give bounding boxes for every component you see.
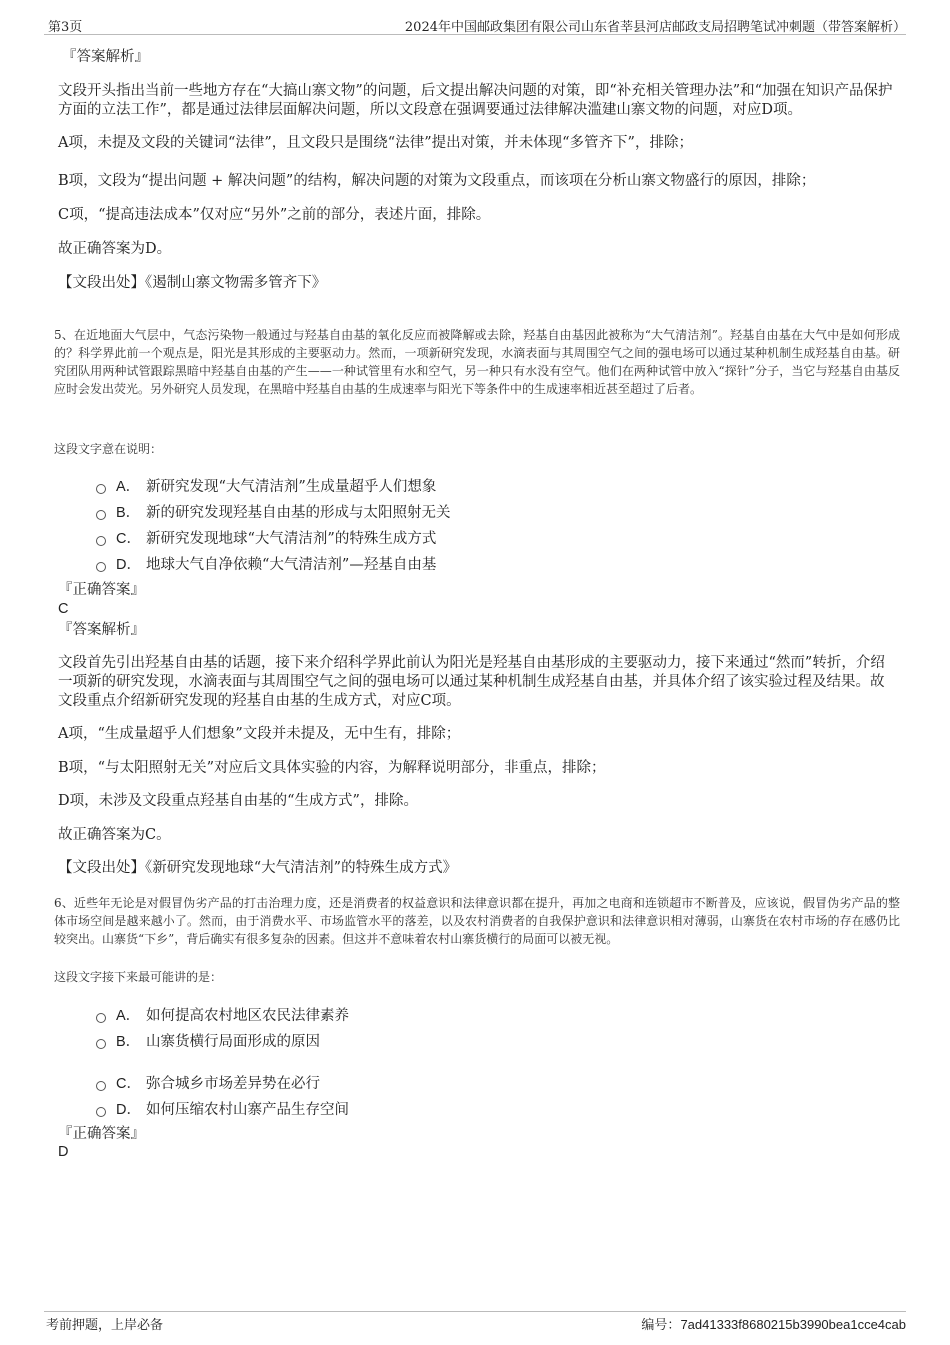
conclusion-q5: 故正确答案为C。 bbox=[58, 827, 171, 843]
option-d-q5[interactable]: D． 地球大气自净依赖“大气清洁剂”—羟基自由基 bbox=[96, 553, 436, 574]
header-divider bbox=[44, 34, 906, 35]
option-a-explanation-q4: A项，未提及文段的关键词“法律”，且文段只是围绕“法律”提出对策，并未体现“多管齐下”，排除； bbox=[58, 135, 693, 151]
analysis-text-q5: 文段首先引出羟基自由基的话题，接下来介绍科学界此前认为阳光是羟基自由基形成的主要驱动力，接下来通过“然而”转折，介绍一项新的研究发现，水滴表面与其周围空气之间的强电场可以通过某种机制生成羟基自由基，并具体介绍了该实验过程及结果。故文段重点介绍新研究发现的羟基自由基的生成方式，对应C项。 bbox=[58, 655, 885, 709]
option-a-explanation-q5: A项，“生成量超乎人们想象”文段并未提及，无中生有，排除； bbox=[58, 726, 461, 742]
analysis-label-q5: 『答案解析』 bbox=[58, 622, 145, 638]
option-c-q5[interactable]: C． 新研究发现地球“大气清洁剂”的特殊生成方式 bbox=[96, 527, 436, 548]
radio-button[interactable] bbox=[96, 562, 106, 572]
option-c-explanation-q4: C项，“提高违法成本”仅对应“另外”之前的部分，表述片面，排除。 bbox=[58, 207, 491, 223]
option-b-q6[interactable]: B． 山寨货横行局面形成的原因 bbox=[96, 1030, 320, 1051]
option-c-q6[interactable]: C． 弥合城乡市场差异势在必行 bbox=[96, 1072, 320, 1093]
source-q4: 【文段出处】《遏制山寨文物需多管齐下》 bbox=[58, 275, 327, 291]
option-b-q5[interactable]: B． 新的研究发现羟基自由基的形成与太阳照射无关 bbox=[96, 501, 451, 522]
correct-answer-q5: C bbox=[58, 601, 69, 617]
option-d-explanation-q5: D项，未涉及文段重点羟基自由基的“生成方式”，排除。 bbox=[58, 793, 418, 809]
question-stem-q6: 6、近些年无论是对假冒伪劣产品的打击治理力度，还是消费者的权益意识和法律意识都在提升，再加之电商和连锁超市不断普及，应该说，假冒伪劣产品的整体市场空间是越来越小了。然而，由于消费水平、市场监管水平的落差，以及农村消费者的自我保护意识和法律意识相对薄弱，山寨货在农村市场的存在感仍比较突出。山寨货“下乡”，背后确实有很多复杂的因素。但这并不意味着农村山寨货横行的局面可以被无视。 bbox=[54, 896, 900, 946]
radio-button[interactable] bbox=[96, 1107, 106, 1117]
radio-button[interactable] bbox=[96, 484, 106, 494]
question-stem-q5: 5、在近地面大气层中，气态污染物一般通过与羟基自由基的氧化反应而被降解或去除，羟基自由基因此被称为“大气清洁剂”。羟基自由基在大气中是如何形成的？科学界此前一个观点是，阳光是其形成的主要驱动力。然而，一项新研究发现，水滴表面与其周围空气之间的强电场可以通过某种机制生成羟基自由基。研究团队用两种试管跟踪黑暗中羟基自由基的产生——一种试管里有水和空气，另一种只有水没有空气。他们在两种试管中放入“探针”分子，当它与羟基自由基反应时会发出荧光。另外研究人员发现，在黑暗中羟基自由基的生成速率与阳光下等条件中的生成速率相近甚至超过了后者。 bbox=[54, 328, 900, 396]
correct-answer-q6: D bbox=[58, 1144, 69, 1160]
radio-button[interactable] bbox=[96, 510, 106, 520]
radio-button[interactable] bbox=[96, 536, 106, 546]
option-a-q6[interactable]: A． 如何提高农村地区农民法律素养 bbox=[96, 1004, 349, 1025]
radio-button[interactable] bbox=[96, 1081, 106, 1091]
document-code-value: 7ad41333f8680215b3990bea1cce4cab bbox=[680, 1317, 906, 1332]
radio-button[interactable] bbox=[96, 1039, 106, 1049]
document-title: 2024年中国邮政集团有限公司山东省莘县河店邮政支局招聘笔试冲刺题（带答案解析） bbox=[404, 20, 906, 35]
footer-slogan: 考前押题，上岸必备 bbox=[46, 1318, 164, 1333]
question-prompt-q6: 这段文字接下来最可能讲的是： bbox=[54, 970, 223, 984]
conclusion-q4: 故正确答案为D。 bbox=[58, 241, 172, 257]
footer-divider bbox=[44, 1311, 906, 1312]
option-a-q5[interactable]: A． 新研究发现“大气清洁剂”生成量超乎人们想象 bbox=[96, 475, 436, 496]
correct-answer-label-q5: 『正确答案』 bbox=[58, 582, 145, 598]
analysis-text-q4: 文段开头指出当前一些地方存在“大搞山寨文物”的问题，后文提出解决问题的对策，即“补充相关管理办法”和“加强在知识产品保护方面的立法工作”，都是通过法律层面解决问题，所以文段意在强调要通过法律解决滥建山寨文物的问题，对应D项。 bbox=[58, 83, 893, 118]
correct-answer-label-q6: 『正确答案』 bbox=[58, 1126, 145, 1142]
analysis-label-q4: 『答案解析』 bbox=[62, 49, 149, 65]
document-code-label: 编号： bbox=[641, 1318, 681, 1333]
question-prompt-q5: 这段文字意在说明： bbox=[54, 442, 163, 456]
document-code bbox=[641, 1314, 906, 1333]
page-number: 第3页 bbox=[48, 20, 83, 35]
option-b-explanation-q5: B项，“与太阳照射无关”对应后文具体实验的内容，为解释说明部分，非重点，排除； bbox=[58, 760, 606, 776]
option-b-explanation-q4: B项，文段为“提出问题 + 解决问题”的结构，解决问题的对策为文段重点，而该项在分析山寨文物盛行的原因，排除； bbox=[58, 173, 816, 189]
option-d-q6[interactable]: D． 如何压缩农村山寨产品生存空间 bbox=[96, 1098, 349, 1119]
radio-button[interactable] bbox=[96, 1013, 106, 1023]
source-q5: 【文段出处】《新研究发现地球“大气清洁剂”的特殊生成方式》 bbox=[58, 860, 458, 876]
